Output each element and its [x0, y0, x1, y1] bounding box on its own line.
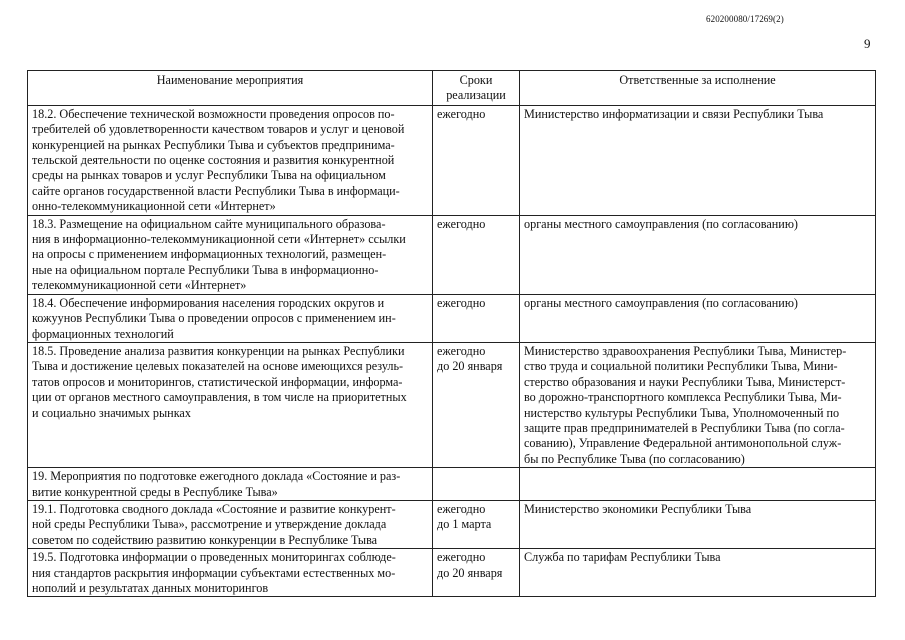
table-row [28, 500, 876, 548]
responsible-cell: Министерство здравоохранения Республики Тыва, Министер- ство труда и социальной политики Республики Тыва, Мини- стерство образования и науки Республики Тыва, Министерст- во дорожно-транспортного комплекса Республики Тыва, Ми- нистерство культуры Республики Тыва, Уполномоченный по защите прав предпринимателей в Республики Тыва (по согла- сованию), Управление Федеральной антимонопольной служ- бы по Республике Тыва (по согласованию) [520, 342, 876, 467]
deadline-cell: ежегодно [433, 215, 520, 294]
deadline-cell: ежегодно [433, 294, 520, 342]
event-name-cell: 19.1. Подготовка сводного доклада «Состояние и развитие конкурент- ной среды Республики Тыва», рассмотрение и утверждение доклада советом по содействию развитию конкуренции в Республике Тыва [28, 500, 433, 548]
event-name-cell: 19.5. Подготовка информации о проведенных мониторингах соблюде- ния стандартов раскрытия информации субъектами естественных мо- нополий и результатах данных мониторингов [28, 549, 433, 597]
column-header-deadline: Сроки реализации [433, 71, 520, 106]
table-row [28, 468, 876, 501]
event-name-cell: 18.3. Размещение на официальном сайте муниципального образова- ния в информационно-телекоммуникационной сети «Интернет» ссылки на опросы с применением информационных технологий, размещен- ные на официальном портале Республики Тыва в информационно- телекоммуникационной сети «Интернет» [28, 215, 433, 294]
responsible-cell: органы местного самоуправления (по согласованию) [520, 294, 876, 342]
responsible-cell: Министерство информатизации и связи Республики Тыва [520, 105, 876, 215]
responsible-cell: Служба по тарифам Республики Тыва [520, 549, 876, 597]
page-number: 9 [864, 36, 871, 51]
event-name-cell: 18.5. Проведение анализа развития конкуренции на рынках Республики Тыва и достижение целевых показателей на основе имеющихся резуль- татов опросов и мониторингов, статистической информации, информа- ции от органов местного самоуправления, в том числе на приоритетных и социально значимых рынках [28, 342, 433, 467]
responsible-cell [520, 468, 876, 501]
deadline-cell: ежегодно до 20 января [433, 342, 520, 467]
table-row [28, 342, 876, 467]
column-header-responsible: Ответственные за исполнение [520, 71, 876, 106]
table-row [28, 105, 876, 215]
responsible-cell: Министерство экономики Республики Тыва [520, 500, 876, 548]
table-row [28, 549, 876, 597]
event-name-cell: 18.4. Обеспечение информирования населения городских округов и кожуунов Республики Тыва о проведении опросов с применением ин- формационных технологий [28, 294, 433, 342]
event-name-cell: 18.2. Обеспечение технической возможности проведения опросов по- требителей об удовлетворенности качеством товаров и услуг и ценовой конкуренцией на рынках Республики Тыва и субъектов предпринима- тельской деятельности по оценке состояния и развития конкурентной среды на рынках товаров и услуг Республики Тыва на официальном сайте органов государственной власти Республики Тыва в информаци- онно-телекоммуникационной сети «Интернет» [28, 105, 433, 215]
responsible-cell: органы местного самоуправления (по согласованию) [520, 215, 876, 294]
events-table [27, 70, 876, 597]
table-row [28, 215, 876, 294]
deadline-cell: ежегодно до 20 января [433, 549, 520, 597]
column-header-event-name: Наименование мероприятия [28, 71, 433, 106]
event-name-cell: 19. Мероприятия по подготовке ежегодного доклада «Состояние и раз- витие конкурентной среды в Республике Тыва» [28, 468, 433, 501]
document-code: 620200080/17269(2) [706, 14, 784, 24]
deadline-cell [433, 468, 520, 501]
table-header-row [28, 71, 876, 106]
deadline-cell: ежегодно до 1 марта [433, 500, 520, 548]
deadline-cell: ежегодно [433, 105, 520, 215]
table-row [28, 294, 876, 342]
